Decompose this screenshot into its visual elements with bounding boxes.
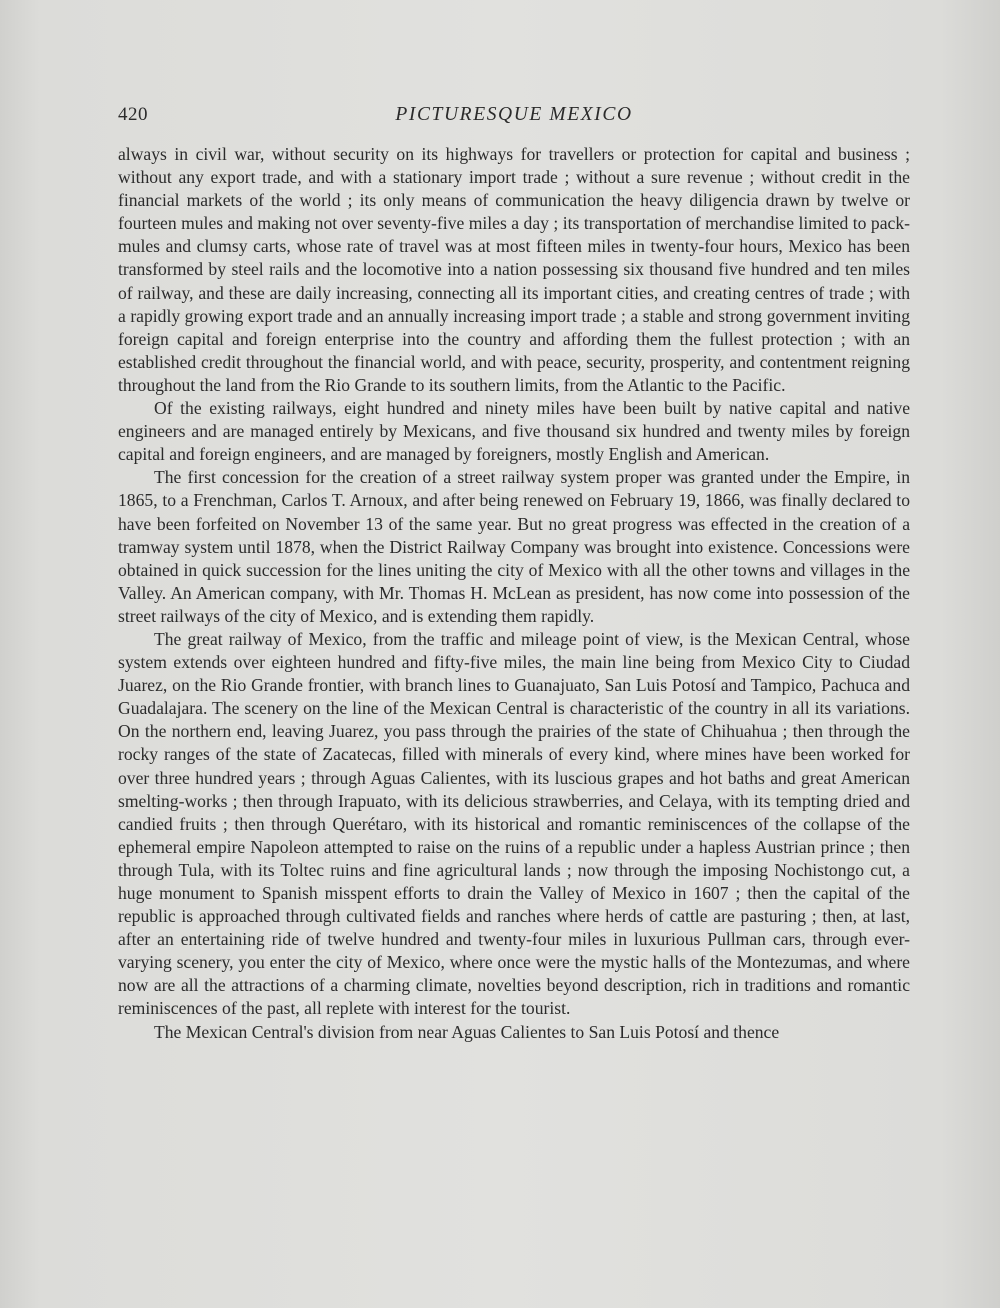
paragraph-mexican-central: The great railway of Mexico, from the traffic and mileage point of view, is the Mexican Central, whose system extends over eighteen hundred and fifty-five miles, the main line being from Mexico City to Ciudad Juarez, on the Rio Grande frontier, with branch lines to Guanajuato, San Luis Potosí and Tampico, Pachuca and Guadalajara. The scenery on the line of the Mexican Central is characteristic of the country in all its variations. On the northern end, leaving Juarez, you pass through the prairies of the state of Chihuahua ; then through the rocky ranges of the state of Zacatecas, filled with minerals of every kind, where mines have been worked for over three hundred years ; through Aguas Calientes, with its luscious grapes and hot baths and great American smelting-works ; then through Irapuato, with its delicious strawberries, and Celaya, with its tempting dried and candied fruits ; then through Querétaro, with its historical and romantic reminiscences of the collapse of the ephemeral empire Napoleon attempted to raise on the ruins of a republic under a hapless Austrian prince ; then through Tula, with its Toltec ruins and fine agricultural lands ; now through the imposing Nochistongo cut, a huge monument to Spanish misspent efforts to drain the Valley of Mexico in 1607 ; then the capital of the republic is approached through cultivated fields and ranches where herds of cattle are pasturing ; then, at last, after an entertaining ride of twelve hundred and twenty-four miles in luxurious Pullman cars, through ever-varying scenery, you enter the city of Mexico, where once were the mystic halls of the Montezumas, and where now are all the attractions of a charming climate, novelties beyond description, rich in traditions and romantic reminiscences of the past, all replete with interest for the tourist. <box>118 628 910 1019</box>
body-text <box>118 143 910 1044</box>
paragraph-division: The Mexican Central's division from near Aguas Calientes to San Luis Potosí and thence <box>154 1021 780 1042</box>
running-title: PICTURESQUE MEXICO <box>395 104 633 125</box>
paragraph-continued: always in civil war, without security on its highways for travellers or protection for capital and business ; without any export trade, and with a stationary import trade ; without a sure revenue ; without credit in the financial markets of the world ; its only means of communication the heavy diligencia drawn by twelve or fourteen mules and making not over seventy-five miles a day ; its transportation of merchandise limited to pack-mules and clumsy carts, whose rate of travel was at most fifteen miles in twenty-four hours, Mexico has been transformed by steel rails and the locomotive into a nation possessing six thousand five hundred and ten miles of railway, and these are daily increasing, connecting all its important cities, and creating centres of trade ; with a rapidly growing export trade and an annually increasing import trade ; a stable and strong government inviting foreign capital and foreign enterprise into the country and affording them the fullest protection ; with an established credit throughout the financial world, and with peace, security, prosperity, and contentment reigning throughout the land from the Rio Grande to its southern limits, from the Atlantic to the Pacific. <box>118 144 910 395</box>
page-header <box>118 104 910 134</box>
page-number: 420 <box>118 104 148 125</box>
paragraph-existing-railways: Of the existing railways, eight hundred and ninety miles have been built by native capital and native engineers and are managed entirely by Mexicans, and five thousand six hundred and twenty miles by foreign capital and foreign engineers, and are managed by foreigners, mostly English and American. <box>118 398 910 465</box>
paragraph-street-railway: The first concession for the creation of a street railway system proper was granted under the Empire, in 1865, to a Frenchman, Carlos T. Arnoux, and after being renewed on February 19, 1866, was finally declared to have been forfeited on November 13 of the same year. But no great progress was effected in the creation of a tramway system until 1878, when the District Railway Company was brought into existence. Concessions were obtained in quick succession for the lines uniting the city of Mexico with all the other towns and villages in the Valley. An American company, with Mr. Thomas H. McLean as president, has now come into possession of the street railways of the city of Mexico, and is extending them rapidly. <box>118 467 910 626</box>
